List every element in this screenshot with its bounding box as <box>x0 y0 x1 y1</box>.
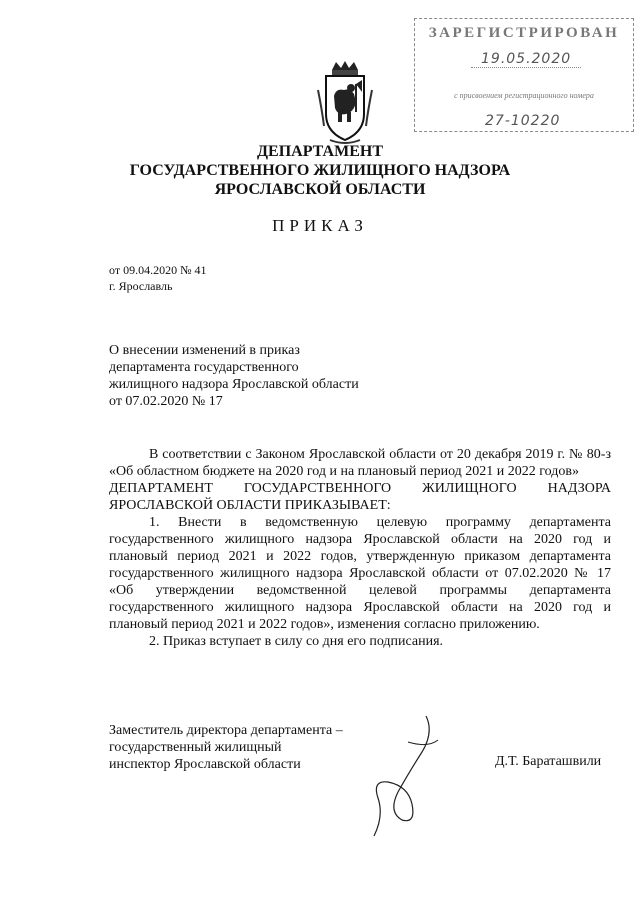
stamp-date-line <box>471 67 581 68</box>
signatory-name: Д.Т. Бараташвили <box>495 754 602 769</box>
registration-stamp <box>414 18 634 132</box>
stamp-number: 27-10220 <box>485 113 561 129</box>
order-phrase: ДЕПАРТАМЕНТ ГОСУДАРСТВЕННОГО ЖИЛИЩНОГО НАДЗОРА ЯРОСЛАВСКОЙ ОБЛАСТИ ПРИКАЗЫВАЕТ: <box>109 481 611 513</box>
yaroslavl-coat-of-arms-icon <box>314 60 376 146</box>
stamp-heading: ЗАРЕГИСТРИРОВАН <box>428 25 620 41</box>
preamble: В соответствии с Законом Ярославской области от 20 декабря 2019 г. № 80-з «Об областном бюджете на 2020 год и на плановый период 2021 и 2022 годов» <box>109 447 611 479</box>
order-body <box>109 446 611 650</box>
header-line-1: ДЕПАРТАМЕНТ <box>257 143 383 160</box>
handwritten-signature <box>368 712 448 842</box>
header-line-3: ЯРОСЛАВСКОЙ ОБЛАСТИ <box>214 181 426 198</box>
stamp-caption: с присвоением регистрационного номера <box>454 91 594 100</box>
stamp-date: 19.05.2020 <box>481 51 572 67</box>
item-2: 2. Приказ вступает в силу со дня его подписания. <box>149 634 444 649</box>
signatory-line-1: Заместитель директора департамента – <box>109 723 343 738</box>
item-1: 1. Внести в ведомственную целевую программу департамента государственного жилищного надзора Ярославской области на 2020 год и плановый период 2021 и 2022 годов, утвержденную приказом департамента государственного жилищного надзора Ярославской области от 07.02.2020 № 17 «Об утверждении ведомственной целевой программы департамента государственного жилищного надзора Ярославской области на 2020 год и плановый период 2021 и 2022 годов», изменения согласно приложению. <box>109 515 611 632</box>
department-header <box>0 142 640 199</box>
signatory-title <box>109 722 343 773</box>
city: г. Ярославль <box>109 279 173 293</box>
signatory-line-2: государственный жилищный <box>109 740 282 755</box>
order-subject: О внесении изменений в приказ департамента государственного жилищного надзора Ярославской области от 07.02.2020 № 17 <box>109 343 359 409</box>
document-type: ПРИКАЗ <box>272 216 368 235</box>
header-line-2: ГОСУДАРСТВЕННОГО ЖИЛИЩНОГО НАДЗОРА <box>129 162 511 179</box>
document-meta <box>109 262 207 294</box>
signatory-line-3: инспектор Ярославской области <box>109 757 301 772</box>
date-number: от 09.04.2020 № 41 <box>109 263 207 277</box>
